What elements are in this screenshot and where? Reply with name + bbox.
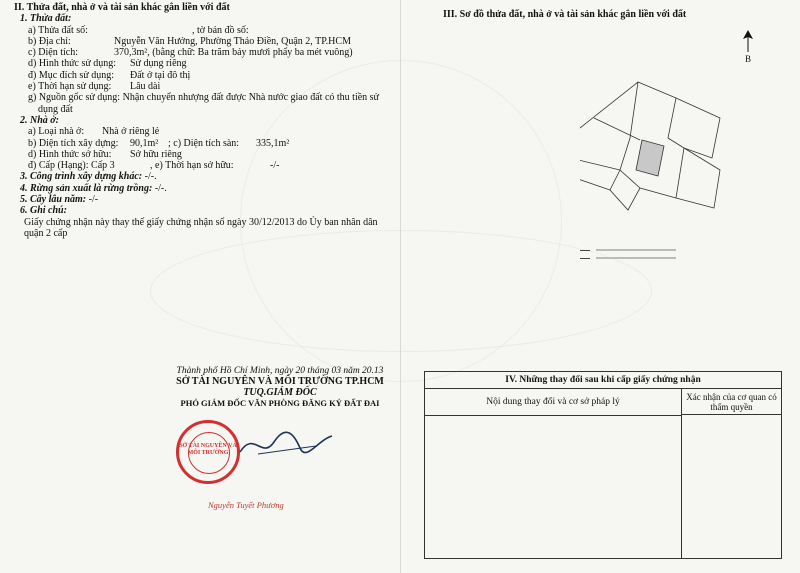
perennial-value: -/- [88,194,99,206]
legend-mark-1 [580,250,590,251]
neighbor-parcel-south [610,170,640,210]
legend-line-2 [596,257,676,259]
changes-table [424,371,782,559]
land-parcel-value: , tờ bản đồ số: [192,24,249,36]
land-address-value: Nguyễn Văn Hưởng, Phường Thảo Điền, Quận 2, TP.HCM [114,35,351,47]
land-term-value: Lâu dài [130,81,161,93]
perennial-row [20,194,394,205]
legend-line-1 [596,249,676,251]
stamp-text: SỞ TÀI NGUYÊN VÀ MÔI TRƯỜNG [179,443,237,456]
other-construction-row [20,171,394,182]
land-origin-row [28,92,394,103]
road-edge-southwest [580,158,620,170]
place-date: Thành phố Hồ Chí Minh, ngày 20 tháng 03 năm 20.13 [176,366,384,376]
north-label: B [744,54,751,64]
page-fold-line [400,0,401,573]
main-parcel-outline [620,82,684,198]
section-title: II. Thửa đất, nhà ở và tài sản khác gắn liền với đất [14,2,230,13]
changes-table-divider [681,415,682,558]
house-grade-label: đ) Cấp (Hạng): [28,160,89,172]
map-section-title: III. Sơ đồ thửa đất, nhà ở và tài sản khác gắn liền với đất [443,9,687,20]
other-construction-value: -/-. [144,171,157,183]
house-type-value: Nhà ở riêng lẻ [102,126,160,138]
house-type-label: a) Loại nhà ở: [28,126,85,138]
changes-col-confirmation: Xác nhận của cơ quan có thẩm quyền [681,389,781,415]
official-red-stamp [176,420,240,484]
land-term-label: e) Thời hạn sử dụng: [28,81,112,93]
signer-name: Nguyễn Tuyết Phương [208,500,284,510]
house-term-value: -/- [270,160,280,172]
land-origin-label: g) Nguồn gốc sử dụng: [28,92,121,104]
house-grade-row [28,160,394,171]
issuing-org: SỞ TÀI NGUYÊN VÀ MÔI TRƯỜNG TP.HCM [176,376,384,387]
notes-heading: 6. Ghi chú: [20,205,67,217]
land-origin-cont: dụng đất [38,103,73,115]
house-floor-area-label: ; c) Diện tích sàn: [168,137,240,149]
house-build-area-value: 90,1m² [130,137,159,149]
north-arrow-icon [742,30,754,52]
house-footprint [636,140,664,176]
house-type-row [28,126,394,137]
land-area-label: c) Diện tích: [28,47,78,59]
changes-table-title: IV. Những thay đổi sau khi cấp giấy chứng nhận [425,372,781,389]
house-floor-area-value: 335,1m² [256,137,290,149]
other-construction-label: 3. Công trình xây dựng khác: [20,171,143,183]
land-term-row [28,81,394,92]
land-address-label: b) Địa chỉ: [28,35,71,47]
land-area-value: 370,3m², (bằng chữ: Ba trăm bảy mươi phẩy ba mét vuông) [114,47,353,59]
land-purpose-row [28,70,394,81]
land-heading: 1. Thửa đất: [20,13,72,25]
handwritten-signature [236,424,336,464]
forest-label: 4. Rừng sản xuất là rừng trồng: [20,182,153,194]
land-parcel-row [28,25,394,36]
house-build-area-label: b) Diện tích xây dựng: [28,137,119,149]
land-parcel-label: a) Thửa đất số: [28,24,88,36]
forest-row [20,183,394,194]
land-usage-form-row [28,58,394,69]
house-ownership-value: Sở hữu riêng [130,148,182,160]
north-arrow [738,30,758,64]
land-purpose-value: Đất ở tại đô thị [130,69,191,81]
land-usage-form-value: Sử dụng riêng [130,58,187,70]
boundary-line [580,178,610,190]
notes-text: Giấy chứng nhận này thay thế giấy chứng nhận số ngày 30/12/2013 do Ủy ban nhân dân quận 2 cấp [24,216,378,239]
land-address-row [28,36,394,47]
house-area-row [28,138,394,149]
perennial-label: 5. Cây lâu năm: [20,194,87,206]
land-usage-form-label: d) Hình thức sử dụng: [28,58,117,70]
land-origin-value: Nhận chuyển nhượng đất được Nhà nước giao đất có thu tiền sử [122,92,379,104]
parcel-map-diagram [580,78,730,268]
legend-mark-2 [580,258,590,259]
house-ownership-label: d) Hình thức sở hữu: [28,148,112,160]
land-purpose-label: đ) Mục đích sử dụng: [28,69,114,81]
house-heading: 2. Nhà ở: [20,114,59,126]
signer-role-detail: PHÓ GIÁM ĐỐC VĂN PHÒNG ĐĂNG KÝ ĐẤT ĐAI [180,398,380,408]
land-details-section [14,2,394,239]
watermark-ellipse [150,230,652,352]
changes-col-content: Nội dung thay đổi và cơ sở pháp lý [425,389,681,416]
signer-role: TUQ.GIÁM ĐỐC [243,387,317,398]
signature-block [160,366,400,408]
road-edge-west [594,118,640,140]
land-area-row [28,47,394,58]
house-term-label: , e) Thời hạn sở hữu: [150,160,234,172]
neighbor-parcel-east [676,98,720,158]
house-grade-value: Cấp 3 [91,160,115,172]
house-ownership-row [28,149,394,160]
forest-value: -/-. [154,182,167,194]
road-edge-north [580,82,638,128]
